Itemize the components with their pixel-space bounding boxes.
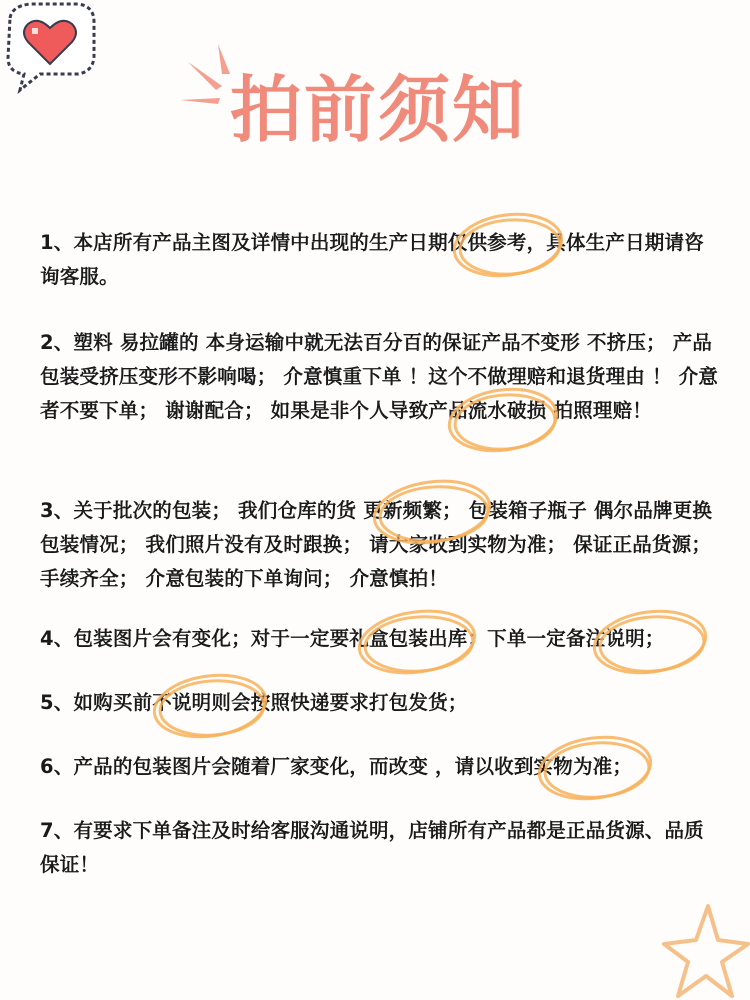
notice-item-6: 6、产品的包装图片会随着厂家变化，而改变 ，请以收到实物为准；	[40, 755, 633, 778]
heart-bubble-icon	[0, 0, 100, 95]
notice-item-7: 7、有要求下单备注及时给客服沟通说明，店铺所有产品都是正品货源、品质保证！	[40, 819, 704, 876]
notice-item-3: 3、关于批次的包装； 我们仓库的货 更新频繁； 包装箱子瓶子 偶尔品牌更换包装情况； 我们照片没有及时跟换； 请大家收到实物为准； 保证正品货源； 手续齐全； 介意包装的下单询问； 介意慎拍！	[40, 499, 713, 590]
star-icon	[660, 900, 750, 1000]
notice-item-1: 1、本店所有产品主图及详情中出现的生产日期仅供参考，具体生产日期请咨询客服。	[40, 231, 704, 288]
notice-item-2: 2、塑料 易拉罐的 本身运输中就无法百分百的保证产品不变形 不挤压； 产品包装受挤压变形不影响喝； 介意慎重下单 ！这个不做理赔和退货理由 ！ 介意者不要下单； 谢谢配合； 如果是非个人导致产品流水破损 拍照理赔！	[40, 331, 719, 422]
notice-item-5: 5、如购买前不说明则会按照快递要求打包发货；	[40, 691, 468, 714]
page-title: 拍前须知	[230, 68, 527, 152]
notice-item-4: 4、包装图片会有变化；对于一定要礼盒包装出库；下单一定备注说明；	[40, 627, 665, 650]
